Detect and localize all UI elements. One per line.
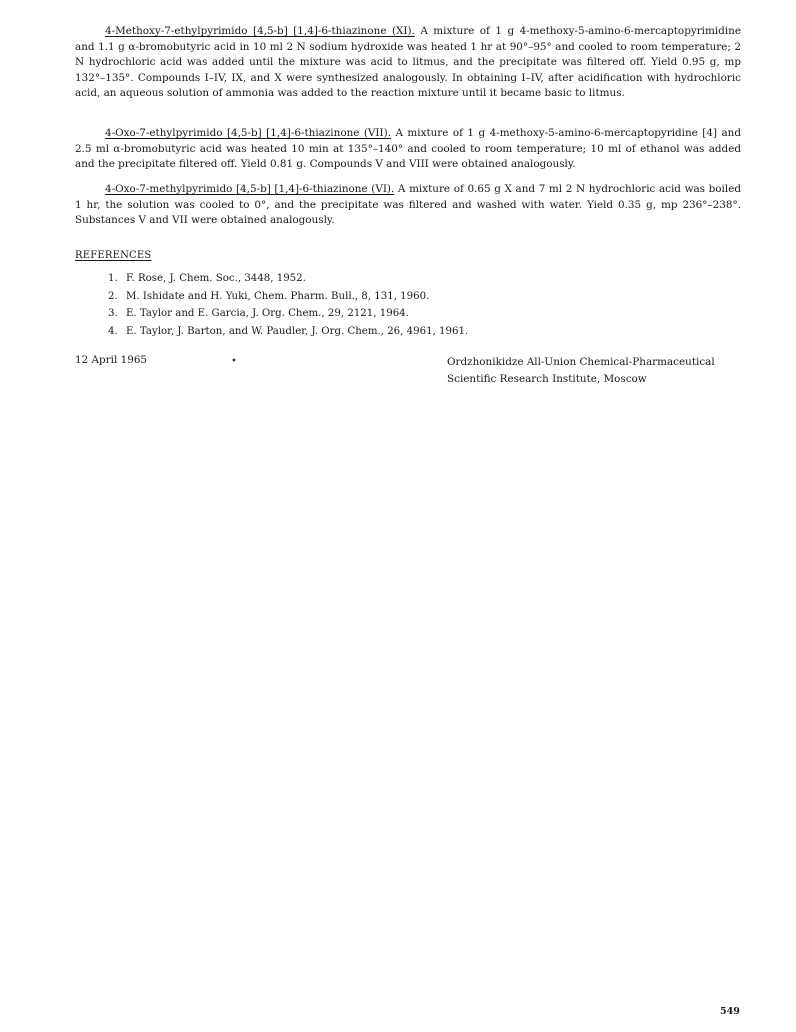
page-number: 549 — [720, 1006, 740, 1017]
reference-text: E. Taylor and E. Garcia, J. Org. Chem., 29, 2121, 1964. — [126, 308, 409, 319]
reference-item — [108, 270, 468, 288]
paragraph-compound-xi — [75, 24, 741, 102]
reference-number: 3. — [108, 308, 118, 319]
institution-affiliation — [447, 354, 715, 388]
stray-dot-mark: • — [231, 356, 237, 367]
paragraph-title: 4-Oxo-7-methylpyrimido [4,5-b] [1,4]-6-thiazinone (VI). — [105, 183, 395, 195]
paragraph-compound-vi — [75, 182, 741, 229]
paragraph-body: A mixture of 1 g 4-methoxy-5-amino-6-mercaptopyridine [4] and 2.5 ml α-bromobutyric acid was heated 10 min at 135°–140° and cooled to room temperature; 10 ml of ethanol was added and the precipitate filtered off. Yield 0.81 g. Compounds V and VIII were obtained analogously. — [75, 127, 741, 171]
reference-number: 1. — [108, 273, 118, 284]
reference-text: F. Rose, J. Chem. Soc., 3448, 1952. — [126, 273, 306, 284]
affiliation-line: Scientific Research Institute, Moscow — [447, 373, 647, 385]
paragraph-body: A mixture of 0.65 g X and 7 ml 2 N hydrochloric acid was boiled 1 hr, the solution was cooled to 0°, and the precipitate was filtered and washed with water. Yield 0.35 g, mp 236°–238°. Substances V and VII were obtained analogously. — [75, 183, 741, 227]
paragraph-title: 4-Methoxy-7-ethylpyrimido [4,5-b] [1,4]-6-thiazinone (XI). — [105, 25, 415, 37]
reference-number: 2. — [108, 290, 118, 302]
reference-text: E. Taylor, J. Barton, and W. Paudler, J. Org. Chem., 26, 4961, 1961. — [126, 325, 469, 337]
references-heading: REFERENCES — [75, 250, 152, 261]
paragraph-compound-vii — [75, 126, 741, 173]
paragraph-body: A mixture of 1 g 4-methoxy-5-amino-6-mercaptopyrimidine and 1.1 g α-bromobutyric acid in 10 ml 2 N sodium hydroxide was heated 1 hr at 90°–95° and cooled to room temperature; 2 N hydrochloric acid was added until the mixture was acid to litmus, and the precipitate was filtered off. Yield 0.95 g, mp 132°–135°. Compounds I–IV, IX, and X were synthesized analogously. In obtaining I–IV, after acidification with hydrochloric acid, an aqueous solution of ammonia was added to the reaction mixture until it became basic to litmus. — [75, 25, 741, 100]
reference-text: M. Ishidate and H. Yuki, Chem. Pharm. Bull., 8, 131, 1960. — [126, 290, 430, 302]
affiliation-line: Ordzhonikidze All-Union Chemical-Pharmaceutical — [447, 356, 715, 368]
reference-number: 4. — [108, 325, 118, 337]
paragraph-title: 4-Oxo-7-ethylpyrimido [4,5-b] [1,4]-6-thiazinone (VII). — [105, 127, 391, 139]
reference-item — [108, 305, 468, 323]
references-list — [108, 270, 468, 340]
reference-item — [108, 323, 468, 341]
received-date: 12 April 1965 — [75, 354, 148, 366]
reference-item — [108, 288, 468, 306]
